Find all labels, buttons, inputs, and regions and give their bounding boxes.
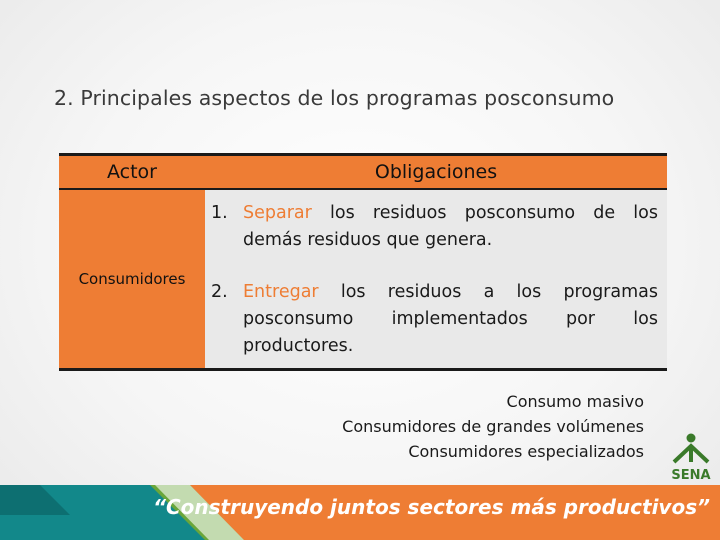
svg-text:SENA: SENA — [671, 468, 711, 483]
obligation-verb: Separar — [243, 203, 312, 223]
table-header-row — [59, 155, 667, 190]
obligation-text — [243, 200, 658, 255]
footer-slogan: “Construyendo juntos sectores más productivos” — [153, 495, 710, 519]
obligations-header: Obligaciones — [205, 155, 667, 190]
obligation-item — [211, 279, 658, 361]
obligation-rest: los residuos posconsumo de los demás residuos que genera. — [243, 203, 658, 251]
consumer-type: Consumidores especializados — [408, 442, 644, 461]
consumer-types-list — [342, 389, 644, 464]
consumer-type: Consumo masivo — [506, 392, 644, 411]
obligation-number: 1. — [211, 203, 228, 223]
obligations-cell — [205, 189, 667, 370]
actor-cell: Consumidores — [59, 189, 205, 370]
obligation-item — [211, 200, 658, 255]
obligations-table — [59, 153, 667, 371]
obligation-rest: los residuos a los programas posconsumo implementados por los productores. — [243, 281, 658, 357]
sena-logo — [664, 432, 718, 484]
consumer-type: Consumidores de grandes volúmenes — [342, 417, 644, 436]
obligation-text — [243, 279, 658, 361]
table-row — [59, 189, 667, 370]
slide-title: 2. Principales aspectos de los programas posconsumo — [54, 86, 615, 110]
obligation-number: 2. — [211, 281, 228, 302]
actor-header: Actor — [59, 155, 205, 190]
obligation-verb: Entregar — [243, 281, 319, 302]
